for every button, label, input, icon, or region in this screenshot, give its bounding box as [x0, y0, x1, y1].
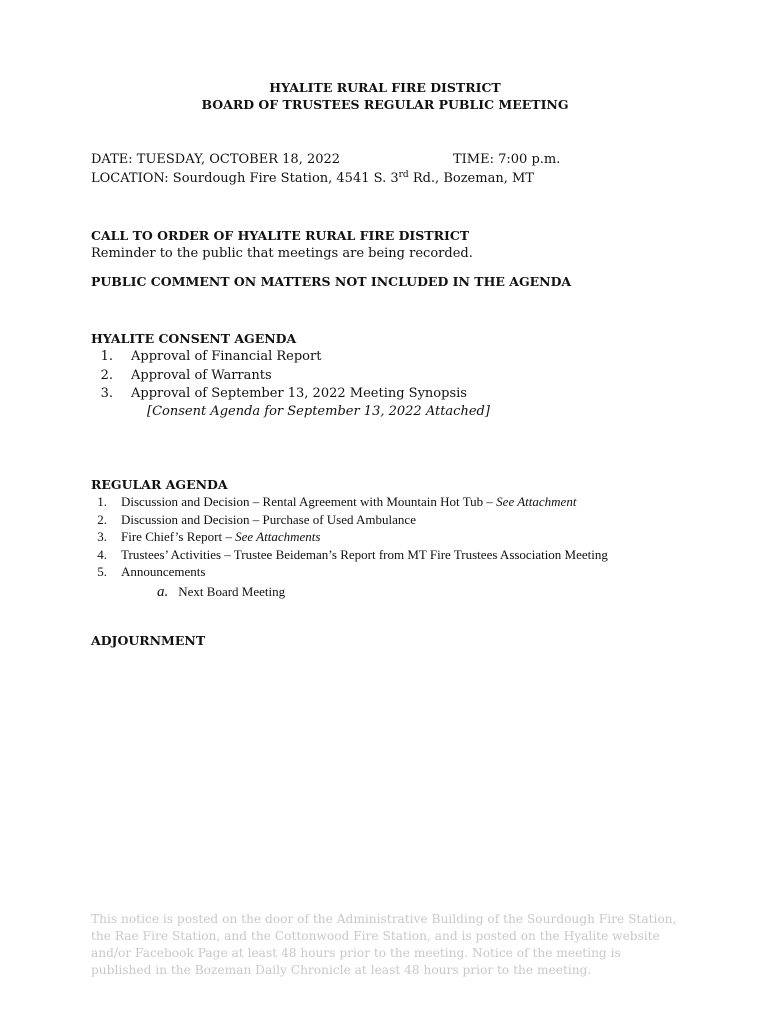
consent-item: [91, 349, 321, 364]
regular-item-attachment-note: See Attachment: [496, 494, 577, 509]
consent-item-number: 2.: [100, 368, 113, 383]
location-suffix: Rd., Bozeman, MT: [408, 171, 534, 186]
consent-item-text: Approval of September 13, 2022 Meeting Synopsis: [131, 386, 467, 401]
consent-item-number: 3.: [100, 386, 113, 401]
consent-agenda-heading: HYALITE CONSENT AGENDA: [91, 331, 297, 346]
regular-item: [91, 547, 608, 563]
location-prefix: LOCATION: Sourdough Fire Station, 4541 S. 3: [91, 171, 399, 186]
regular-item-text: Announcements: [121, 564, 206, 579]
regular-item-text: Trustees’ Activities – Trustee Beideman’s Report from MT Fire Trustees Association Meeting: [121, 547, 608, 562]
regular-item-text: Fire Chief’s Report –: [121, 529, 236, 544]
consent-agenda-note: [Consent Agenda for September 13, 2022 Attached]: [147, 404, 490, 419]
sub-item-letter: a.: [157, 584, 169, 600]
meeting-location: [91, 171, 534, 186]
consent-item: [91, 386, 467, 401]
meeting-time: TIME: 7:00 p.m.: [453, 152, 561, 167]
call-to-order-heading: CALL TO ORDER OF HYALITE RURAL FIRE DISTRICT: [91, 228, 470, 243]
posting-notice: This notice is posted on the door of the Administrative Building of the Sourdough Fire Station, the Rae Fire Station, and the Cottonwood Fire Station, and is posted on the Hyalite website and/or Facebook Page at least 48 hours prior to the meeting. Notice of the meeting is published in the Bozeman Daily Chronicle at least 48 hours prior to the meeting.: [91, 912, 677, 977]
document-title-line2: BOARD OF TRUSTEES REGULAR PUBLIC MEETING: [201, 97, 569, 112]
consent-item-number: 1.: [100, 349, 113, 364]
consent-item-text: Approval of Warrants: [131, 368, 272, 383]
recording-reminder: Reminder to the public that meetings are being recorded.: [91, 246, 473, 261]
regular-item-attachment-note: See Attachments: [235, 529, 321, 544]
meeting-date: DATE: TUESDAY, OCTOBER 18, 2022: [91, 152, 341, 167]
consent-item-text: Approval of Financial Report: [131, 349, 322, 364]
regular-item-number: 5.: [97, 564, 107, 579]
regular-item-number: 2.: [97, 512, 107, 527]
regular-item-number: 4.: [97, 547, 107, 562]
regular-agenda-heading: REGULAR AGENDA: [91, 477, 228, 492]
regular-item-number: 1.: [97, 494, 107, 509]
regular-item-text: Discussion and Decision – Purchase of Used Ambulance: [121, 512, 416, 527]
consent-item: [91, 368, 272, 383]
regular-item: [91, 529, 320, 545]
regular-item: [91, 494, 576, 510]
regular-item-text: Discussion and Decision – Rental Agreement with Mountain Hot Tub –: [121, 494, 497, 509]
adjournment-heading: ADJOURNMENT: [91, 633, 206, 648]
regular-item: [91, 564, 205, 580]
sub-item-text: Next Board Meeting: [178, 584, 286, 599]
document-title-line1: HYALITE RURAL FIRE DISTRICT: [269, 80, 501, 95]
regular-item: [91, 512, 416, 528]
regular-sub-item: [157, 584, 285, 601]
public-comment-heading: PUBLIC COMMENT ON MATTERS NOT INCLUDED IN THE AGENDA: [91, 274, 572, 289]
regular-item-number: 3.: [97, 529, 107, 544]
location-superscript: rd: [398, 170, 409, 180]
